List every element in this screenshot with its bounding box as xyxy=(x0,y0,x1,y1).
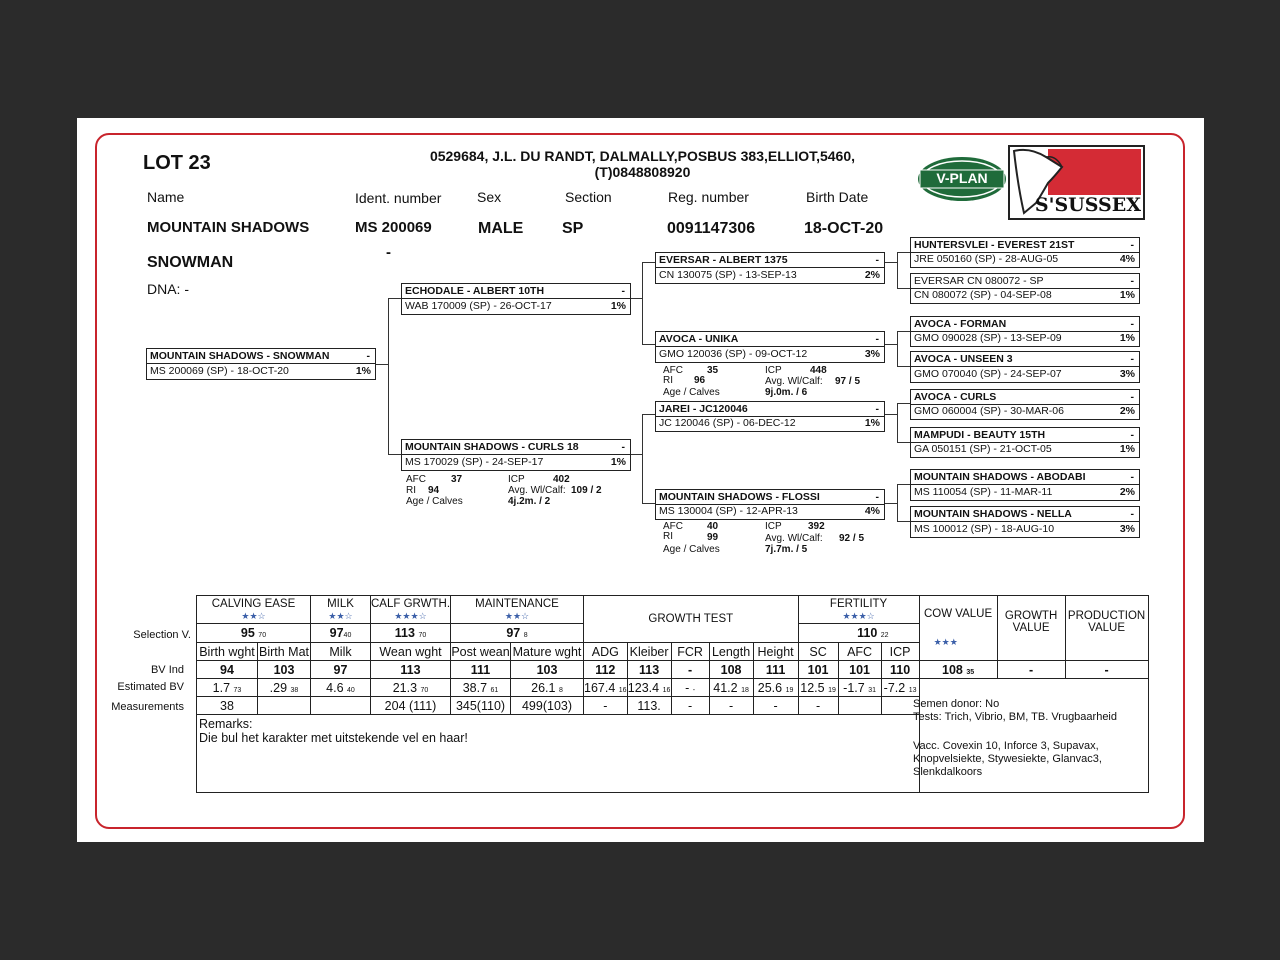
bv-col-header: Height xyxy=(753,643,798,661)
group-milk: MILK ★★☆ xyxy=(311,596,371,624)
perf-sire-dam: AFC 35 ICP 448 RI 96 Avg. Wl/Calf: 97 / 5 Age / Calves 9j.0m. / 6 xyxy=(663,365,861,398)
connector xyxy=(885,503,897,504)
bv-col-header: Wean wght xyxy=(371,643,451,661)
pedigree-dam-sire: JAREI - JC120046 - JC 120046 (SP) - 06-DEC-12 1% xyxy=(655,401,885,432)
ident-number: MS 200069 xyxy=(355,219,432,236)
connector xyxy=(897,403,898,442)
measurement-cell: - xyxy=(671,697,709,715)
bv-ind-cell: 113 xyxy=(627,661,671,679)
pedigree-dam: MOUNTAIN SHADOWS - CURLS 18 - MS 170029 (SP) - 24-SEP-17 1% xyxy=(401,439,631,471)
connector xyxy=(388,298,389,454)
group-fertility: FERTILITY ★★★☆ xyxy=(798,596,919,624)
label-name: Name xyxy=(147,189,185,205)
pedigree-dsd: MAMPUDI - BEAUTY 15TH - GA 050151 (SP) - 21-OCT-05 1% xyxy=(910,427,1140,458)
connector xyxy=(897,403,910,404)
notes-block xyxy=(913,698,1138,779)
bv-col-header: Post wean xyxy=(451,644,510,659)
connector xyxy=(642,344,655,345)
connector xyxy=(897,331,910,332)
measurement-cell: 38 xyxy=(197,697,258,715)
bv-est-cell: 167.4 16 xyxy=(584,680,627,695)
bv-col-header: ICP xyxy=(881,643,919,661)
bv-col-header: Birth Mat xyxy=(258,644,309,659)
bv-col-header: Birth wght xyxy=(197,643,258,661)
bv-est-cell: 26.1 8 xyxy=(511,679,584,697)
connector xyxy=(642,262,643,344)
vaccinations: Vacc. Covexin 10, Inforce 3, Supavax, Knopvelsiekte, Stywesiekte, Glanvac3, Slenkdalkoors xyxy=(913,740,1102,778)
bv-col-header: Milk xyxy=(311,643,371,661)
sel-calf: 113 70 xyxy=(371,624,451,643)
bv-col-header: FCR xyxy=(671,643,709,661)
ident-dash: - xyxy=(386,244,391,261)
tests: Tests: Trich, Vibrio, BM, TB. Vrugbaarheid xyxy=(913,711,1117,723)
measurement-cell xyxy=(311,697,371,715)
owner-line1: 0529684, J.L. DU RANDT, DALMALLY,POSBUS 383,ELLIOT,5460, xyxy=(429,148,856,164)
connector xyxy=(885,262,897,263)
pedigree-sdd: AVOCA - UNSEEN 3 - GMO 070040 (SP) - 24-SEP-07 3% xyxy=(910,351,1140,383)
connector xyxy=(642,414,643,503)
bv-ind-cell: 97 xyxy=(311,661,371,679)
bv-ind-cow-value: 108 35 xyxy=(919,661,997,679)
bv-est-cell: 41.2 18 xyxy=(709,679,753,697)
vplan-text: V-PLAN xyxy=(936,170,988,186)
pedigree-sire-sire: EVERSAR - ALBERT 1375 - CN 130075 (SP) - 13-SEP-13 2% xyxy=(655,252,885,284)
group-cow-value: COW VALUE ★★★ xyxy=(919,596,997,661)
connector xyxy=(631,454,642,455)
lot-number: LOT 23 xyxy=(143,152,211,174)
vplan-logo xyxy=(916,155,1008,203)
bv-est-cell: 123.4 16 xyxy=(627,680,671,695)
bv-est-cell: 21.3 70 xyxy=(371,679,451,697)
group-calf-growth: CALF GRWTH. ★★★☆ xyxy=(371,596,451,624)
remarks-label: Remarks: xyxy=(199,717,253,731)
row-label-estimated: Estimated BV xyxy=(117,681,184,693)
pedigree-dss: AVOCA - CURLS - GMO 060004 (SP) - 30-MAR-06 2% xyxy=(910,389,1140,420)
measurement-cell xyxy=(258,697,311,715)
pedigree-sire: ECHODALE - ALBERT 10TH - WAB 170009 (SP) - 26-OCT-17 1% xyxy=(401,283,631,315)
connector xyxy=(897,252,898,288)
label-birth: Birth Date xyxy=(806,189,869,205)
bv-est-cell: 12.5 19 xyxy=(798,679,838,697)
pedigree-dam-dam: MOUNTAIN SHADOWS - FLOSSI - MS 130004 (SP) - 12-APR-13 4% xyxy=(655,489,885,520)
row-label-bvind: BV Ind xyxy=(150,664,184,676)
bv-ind-cell: 101 xyxy=(838,661,881,679)
bv-ind-cell: 108 xyxy=(709,661,753,679)
pedigree-sss: HUNTERSVLEI - EVEREST 21ST - JRE 050160 (SP) - 28-AUG-05 4% xyxy=(910,237,1140,268)
bv-est-cell: -1.7 31 xyxy=(838,679,881,697)
connector xyxy=(631,298,642,299)
group-production-value: PRODUCTION VALUE xyxy=(1065,596,1148,661)
bv-col-header: SC xyxy=(798,643,838,661)
connector xyxy=(642,414,655,415)
group-growth-value: GROWTH VALUE xyxy=(997,596,1065,661)
bv-ind-cell: 112 xyxy=(584,661,628,679)
row-label-selection: Selection V. xyxy=(133,629,191,641)
bv-est-cell: 38.7 61 xyxy=(451,679,511,697)
connector xyxy=(897,484,898,521)
birth-date: 18-OCT-20 xyxy=(804,220,884,237)
measurement-cell: - xyxy=(798,697,838,715)
measurement-cell: - xyxy=(753,697,798,715)
measurement-cell: 499(103) xyxy=(511,697,584,715)
sussex-text: S'SUSSEX xyxy=(1034,194,1141,216)
group-growth-test: GROWTH TEST xyxy=(584,596,799,643)
bv-col-header: AFC xyxy=(838,643,881,661)
connector xyxy=(642,262,655,263)
connector xyxy=(885,414,897,415)
pedigree-ssd: EVERSAR CN 080072 - SP - CN 080072 (SP) - 04-SEP-08 1% xyxy=(910,273,1140,304)
connector xyxy=(897,484,910,485)
connector xyxy=(885,344,897,345)
label-ident: Ident. number xyxy=(355,190,442,206)
bv-ind-cell: 110 xyxy=(881,661,919,679)
bv-ind-production-value: - xyxy=(1065,661,1148,679)
pedigree-dds: MOUNTAIN SHADOWS - ABODABI - MS 110054 (SP) - 11-MAR-11 2% xyxy=(910,469,1140,501)
measurement-cell: 204 (111) xyxy=(371,697,451,715)
owner-line2: (T)0848808920 xyxy=(594,164,691,180)
measurement-cell: 345(110) xyxy=(451,697,511,715)
remarks-cell xyxy=(197,715,920,793)
sel-milk: 9740 xyxy=(311,624,371,643)
connector xyxy=(897,252,910,253)
bv-ind-cell: 113 xyxy=(371,661,451,679)
perf-dam-dam: AFC 40 ICP 392 RI 99 Avg. Wl/Calf: 92 / 5 Age / Calves 7j.7m. / 5 xyxy=(663,521,865,555)
bv-col-header: Kleiber xyxy=(627,643,671,661)
measurement-cell: 113. xyxy=(627,697,671,715)
connector xyxy=(388,454,401,455)
sussex-logo xyxy=(1008,145,1145,220)
owner-details xyxy=(400,148,885,180)
semen-donor: Semen donor: No xyxy=(913,698,1000,710)
bv-ind-cell: 94 xyxy=(197,661,258,679)
connector xyxy=(897,521,910,522)
bv-est-cell: .29 38 xyxy=(258,679,311,697)
row-label-measurements: Measurements xyxy=(111,701,184,713)
pedigree-sire-dam: AVOCA - UNIKA - GMO 120036 (SP) - 09-OCT-12 3% xyxy=(655,331,885,363)
animal-name-line1: MOUNTAIN SHADOWS xyxy=(147,219,310,236)
measurement-cell: - xyxy=(584,697,628,715)
connector xyxy=(376,364,388,365)
bv-est-cell: - - xyxy=(671,679,709,697)
reg-number: 0091147306 xyxy=(667,220,756,237)
section-value: SP xyxy=(562,220,584,237)
bv-ind-cell: 103 xyxy=(258,661,311,679)
label-section: Section xyxy=(565,189,612,205)
bv-ind-cell: 101 xyxy=(798,661,838,679)
bv-ind-cell: - xyxy=(671,661,709,679)
bv-est-cell: 1.7 73 xyxy=(197,679,258,697)
connector xyxy=(388,298,401,299)
label-reg: Reg. number xyxy=(668,189,749,205)
measurement-cell: - xyxy=(709,697,753,715)
pedigree-sds: AVOCA - FORMAN - GMO 090028 (SP) - 13-SEP-09 1% xyxy=(910,316,1140,347)
bv-col-header: ADG xyxy=(584,643,628,661)
group-calving-ease: CALVING EASE ★★☆ xyxy=(197,596,311,624)
group-maintenance: MAINTENANCE ★★☆ xyxy=(451,596,584,624)
sel-fert: 110 22 xyxy=(798,624,919,643)
pedigree-self: MOUNTAIN SHADOWS - SNOWMAN - MS 200069 (SP) - 18-OCT-20 1% xyxy=(146,348,376,380)
connector xyxy=(897,366,910,367)
bv-ind-cell: 103 xyxy=(511,661,584,679)
bv-ind-cell: 111 xyxy=(451,661,511,679)
sel-calving: 95 70 xyxy=(197,624,311,643)
connector xyxy=(897,288,910,289)
bv-est-cell: 25.6 19 xyxy=(753,679,798,697)
connector xyxy=(897,442,910,443)
measurement-cell xyxy=(838,697,881,715)
connector xyxy=(897,331,898,366)
sex-value: MALE xyxy=(478,220,524,237)
label-sex: Sex xyxy=(477,189,502,205)
dna-text: DNA: - xyxy=(147,281,189,297)
bv-ind-cell: 111 xyxy=(753,661,798,679)
bv-col-header: Mature wght xyxy=(511,643,584,661)
bv-est-cell: 4.6 40 xyxy=(311,679,371,697)
bv-col-header: Length xyxy=(709,643,753,661)
connector xyxy=(642,503,655,504)
pedigree-ddd: MOUNTAIN SHADOWS - NELLA - MS 100012 (SP) - 18-AUG-10 3% xyxy=(910,506,1140,538)
bv-est-cell: -7.2 13 xyxy=(881,679,919,697)
remarks-text: Die bul het karakter met uitstekende vel en haar! xyxy=(199,731,468,745)
sel-maint: 97 8 xyxy=(451,624,584,643)
perf-dam: AFC 37 ICP 402 RI 94 Avg. Wl/Calf: 109 / 2 Age / Calves 4j.2m. / 2 xyxy=(406,474,602,507)
animal-name-line2: SNOWMAN xyxy=(147,254,234,271)
bv-ind-growth-value: - xyxy=(997,661,1065,679)
